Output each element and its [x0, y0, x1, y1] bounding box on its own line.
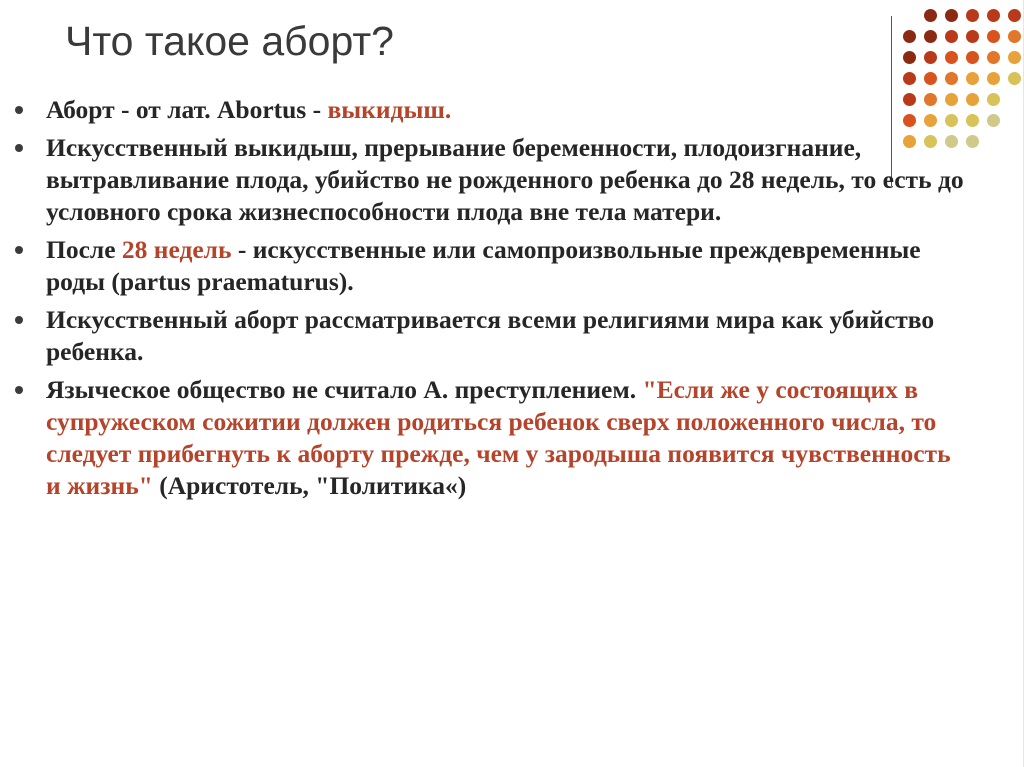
- decorative-dot: [987, 72, 1000, 85]
- bullet-text: Искусственный выкидыш, прерывание беременности, плодоизгнание, вытравливание плода, убийство не рожденного ребенка до 28 недель, то есть до условного срока жизнеспособности плода вне тела матери.: [46, 133, 964, 226]
- decorative-dot: [945, 9, 958, 22]
- decorative-dot: [966, 9, 979, 22]
- bullet-item: [14, 132, 964, 228]
- bullet-text: - искусственные или самопроизвольные преждевременные роды (partus praematurus).: [46, 235, 921, 296]
- decorative-dot: [966, 135, 979, 148]
- decorative-dot: [987, 30, 1000, 43]
- decorative-dot: [1008, 51, 1021, 64]
- decorative-dot: [987, 51, 1000, 64]
- decorative-dot: [966, 93, 979, 106]
- decorative-dot: [966, 51, 979, 64]
- decorative-dot: [903, 51, 916, 64]
- decorative-dot: [1008, 9, 1021, 22]
- decorative-dot: [924, 9, 937, 22]
- bullet-item: [14, 234, 964, 298]
- decorative-dot: [945, 72, 958, 85]
- decorative-dot: [924, 72, 937, 85]
- bullet-item: [14, 94, 964, 126]
- highlighted-text: 28 недель: [121, 235, 232, 264]
- decorative-dot: [987, 93, 1000, 106]
- bullet-text: Языческое общество не считало А. преступлением.: [46, 375, 643, 404]
- bullet-text: После: [46, 235, 122, 264]
- decorative-dot: [924, 30, 937, 43]
- decorative-dot: [1008, 72, 1021, 85]
- slide-title: Что такое аборт?: [65, 18, 394, 64]
- bullet-text: Аборт - от лат. Abortus -: [46, 95, 328, 124]
- decorative-dot: [966, 30, 979, 43]
- decorative-dot: [987, 9, 1000, 22]
- bullet-item: [14, 304, 964, 368]
- bullet-list: [14, 94, 964, 508]
- decorative-dot: [903, 72, 916, 85]
- bullet-item: [14, 374, 964, 502]
- decorative-dot: [945, 30, 958, 43]
- bullet-text: (Аристотель, "Политика«): [152, 471, 467, 500]
- decorative-dot: [903, 30, 916, 43]
- decorative-dot: [966, 114, 979, 127]
- highlighted-text: "Если же у состоящих в супружеском сожитии должен родиться ребенок сверх положенного числа, то следует прибегнуть к аборту прежде, чем у зародыша появится чувственность и жизнь": [46, 375, 951, 500]
- decorative-dot: [966, 72, 979, 85]
- decorative-dot: [924, 51, 937, 64]
- highlighted-text: выкидыш.: [327, 95, 452, 124]
- decorative-dot: [987, 114, 1000, 127]
- decorative-dot: [945, 51, 958, 64]
- bullet-text: Искусственный аборт рассматривается всеми религиями мира как убийство ребенка.: [46, 305, 935, 366]
- decorative-dot: [1008, 30, 1021, 43]
